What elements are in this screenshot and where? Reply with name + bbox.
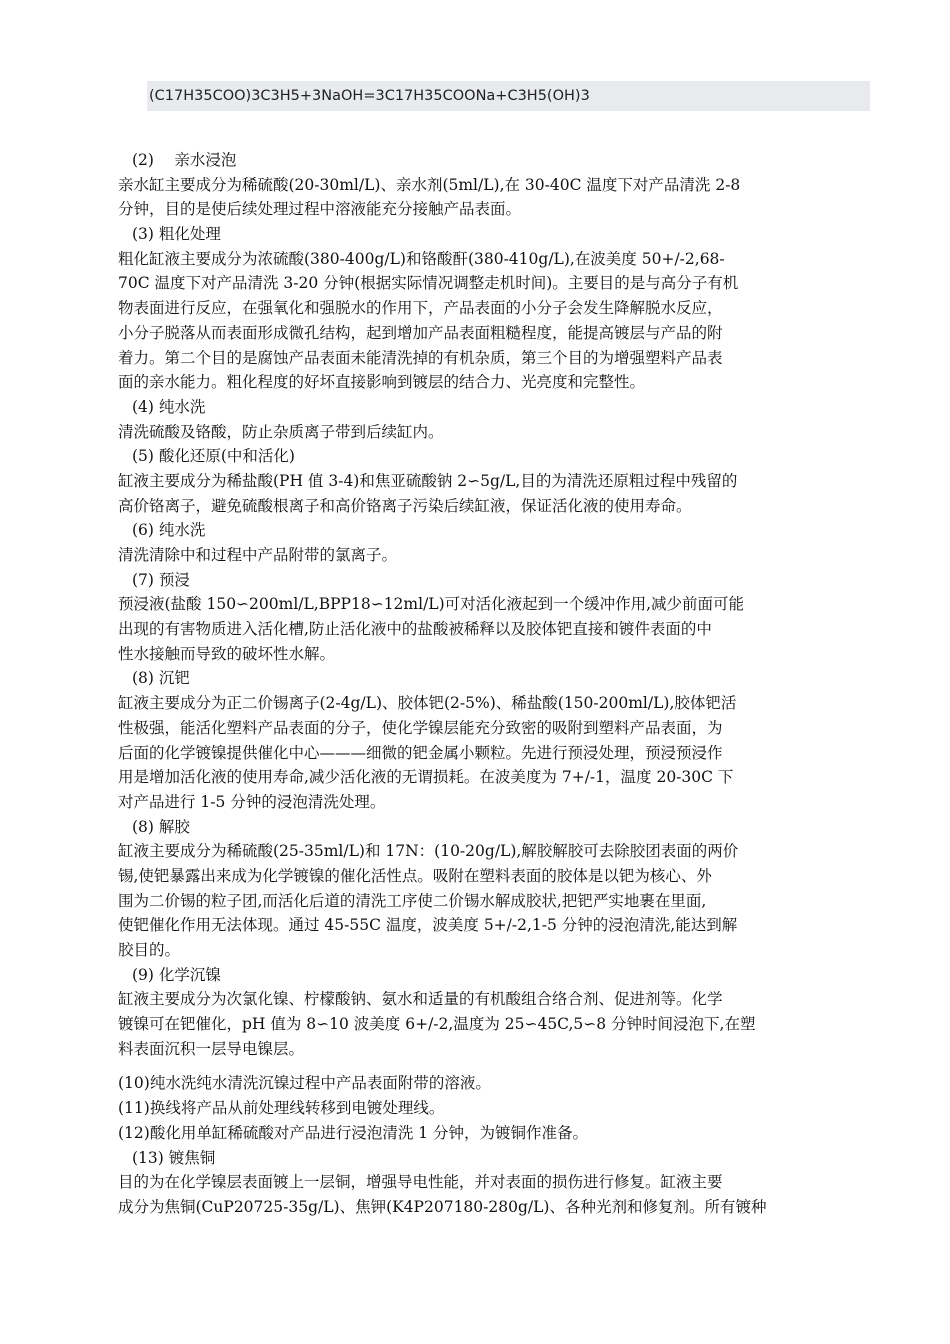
paragraph-line: 70C 温度下对产品清洗 3-20 分钟(根据实际情况调整走机时间)。主要目的是与高分子有机	[118, 274, 739, 293]
section-heading: (2) 亲水浸泡	[132, 151, 237, 169]
paragraph-line: 锡,使钯暴露出来成为化学镀镍的催化活性点。吸附在塑料表面的胶体是以钯为核心、外	[118, 866, 712, 885]
paragraph-line: 缸液主要成分为正二价锡离子(2-4g/L)、胶体钯(2-5%)、稀盐酸(150-200ml/L),胶体钯活	[118, 694, 737, 713]
section-heading: (13) 镀焦铜	[132, 1148, 216, 1167]
paragraph-line: 缸液主要成分为次氯化镍、柠檬酸钠、氨水和适量的有机酸组合络合剂、促进剂等。化学	[118, 990, 723, 1009]
paragraph-line: 物表面进行反应，在强氧化和强脱水的作用下，产品表面的小分子会发生降解脱水反应，	[118, 299, 723, 318]
paragraph-line: 粗化缸液主要成分为浓硫酸(380-400g/L)和铬酸酐(380-410g/L),在波美度 50+/-2,68-	[118, 249, 725, 268]
paragraph-line: 缸液主要成分为稀盐酸(PH 值 3-4)和焦亚硫酸钠 2∽5g/L,目的为清洗还原粗过程中残留的	[118, 471, 738, 490]
paragraph-line: 对产品进行 1-5 分钟的浸泡清洗处理。	[118, 792, 386, 811]
section-heading: (8) 解胶	[132, 817, 190, 836]
paragraph-line: 围为二价锡的粒子团,而活化后道的清洗工序使二价锡水解成胶状,把钯严实地裹在里面,	[118, 891, 707, 910]
section-heading: (4) 纯水洗	[132, 397, 206, 416]
section-heading: (6) 纯水洗	[132, 521, 206, 540]
paragraph-line: 目的为在化学镍层表面镀上一层铜，增强导电性能，并对表面的损伤进行修复。缸液主要	[118, 1173, 723, 1192]
section-heading: (3) 粗化处理	[132, 225, 221, 244]
paragraph-line: 清洗清除中和过程中产品附带的氯离子。	[118, 546, 398, 564]
paragraph-line: (12)酸化用单缸稀硫酸对产品进行浸泡清洗 1 分钟，为镀铜作准备。	[118, 1123, 589, 1142]
paragraph-line: 性水接触而导致的破坏性水解。	[118, 644, 336, 663]
paragraph-line: 镀镍可在钯催化，pH 值为 8∽10 波美度 6+/-2,温度为 25∽45C,5∽8 分钟时间浸泡下,在塑	[118, 1015, 756, 1034]
paragraph-line: 出现的有害物质进入活化槽,防止活化液中的盐酸被稀释以及胶体钯直接和镀件表面的中	[118, 620, 712, 639]
paragraph-line: 缸液主要成分为稀硫酸(25-35ml/L)和 17N：(10-20g/L),解胶解胶可去除胶团表面的两价	[118, 842, 739, 861]
paragraph-line: 面的亲水能力。粗化程度的好坏直接影响到镀层的结合力、光亮度和完整性。	[118, 373, 646, 392]
section-heading: (7) 预浸	[132, 570, 190, 589]
paragraph-line: 高价铬离子，避免硫酸根离子和高价铬离子污染后续缸液，保证活化液的使用寿命。	[118, 496, 692, 515]
section-heading: (9) 化学沉镍	[132, 965, 221, 984]
paragraph-line: 用是增加活化液的使用寿命,减少活化液的无谓损耗。在波美度为 7+/-1，温度 20-30C 下	[118, 768, 734, 787]
paragraph-line: 料表面沉积一层导电镍层。	[118, 1039, 305, 1058]
paragraph-line: 性极强，能活化塑料产品表面的分子，使化学镍层能充分致密的吸附到塑料产品表面，为	[118, 718, 723, 737]
section-heading: (8) 沉钯	[132, 669, 190, 688]
saponification-formula: (C17H35COO)3C3H5+3NaOH=3C17H35COONa+C3H5(OH)3	[147, 81, 870, 111]
paragraph-line: 小分子脱落从而表面形成微孔结构，起到增加产品表面粗糙程度，能提高镀层与产品的附	[118, 323, 723, 342]
paragraph-line: 预浸液(盐酸 150∽200ml/L,BPP18∽12ml/L)可对活化液起到一个缓冲作用,减少前面可能	[118, 595, 745, 614]
paragraph-line: 分钟，目的是使后续处理过程中溶液能充分接触产品表面。	[118, 200, 522, 219]
paragraph-line: (11)换线将产品从前处理线转移到电镀处理线。	[118, 1099, 445, 1118]
paragraph-line: (10)纯水洗纯水清洗沉镍过程中产品表面附带的溶液。	[118, 1074, 491, 1093]
paragraph-line: 后面的化学镀镍提供催化中心———细微的钯金属小颗粒。先进行预浸处理，预浸预浸作	[118, 743, 723, 762]
paragraph-line: 清洗硫酸及铬酸，防止杂质离子带到后续缸内。	[118, 422, 444, 441]
section-heading: (5) 酸化还原(中和活化)	[132, 447, 295, 466]
paragraph-line: 着力。第二个目的是腐蚀产品表面未能清洗掉的有机杂质，第三个目的为增强塑料产品表	[118, 348, 723, 367]
document-body	[118, 148, 870, 1220]
paragraph-line: 胶目的。	[118, 941, 181, 959]
paragraph-line: 使钯催化作用无法体现。通过 45-55C 温度，波美度 5+/-2,1-5 分钟的浸泡清洗,能达到解	[118, 916, 738, 935]
paragraph-line: 亲水缸主要成分为稀硫酸(20-30ml/L)、亲水剂(5ml/L),在 30-40C 温度下对产品清洗 2-8	[118, 175, 741, 194]
paragraph-line: 成分为焦铜(CuP20725-35g/L)、焦钾(K4P207180-280g/L)、各种光剂和修复剂。所有镀种	[118, 1197, 767, 1216]
